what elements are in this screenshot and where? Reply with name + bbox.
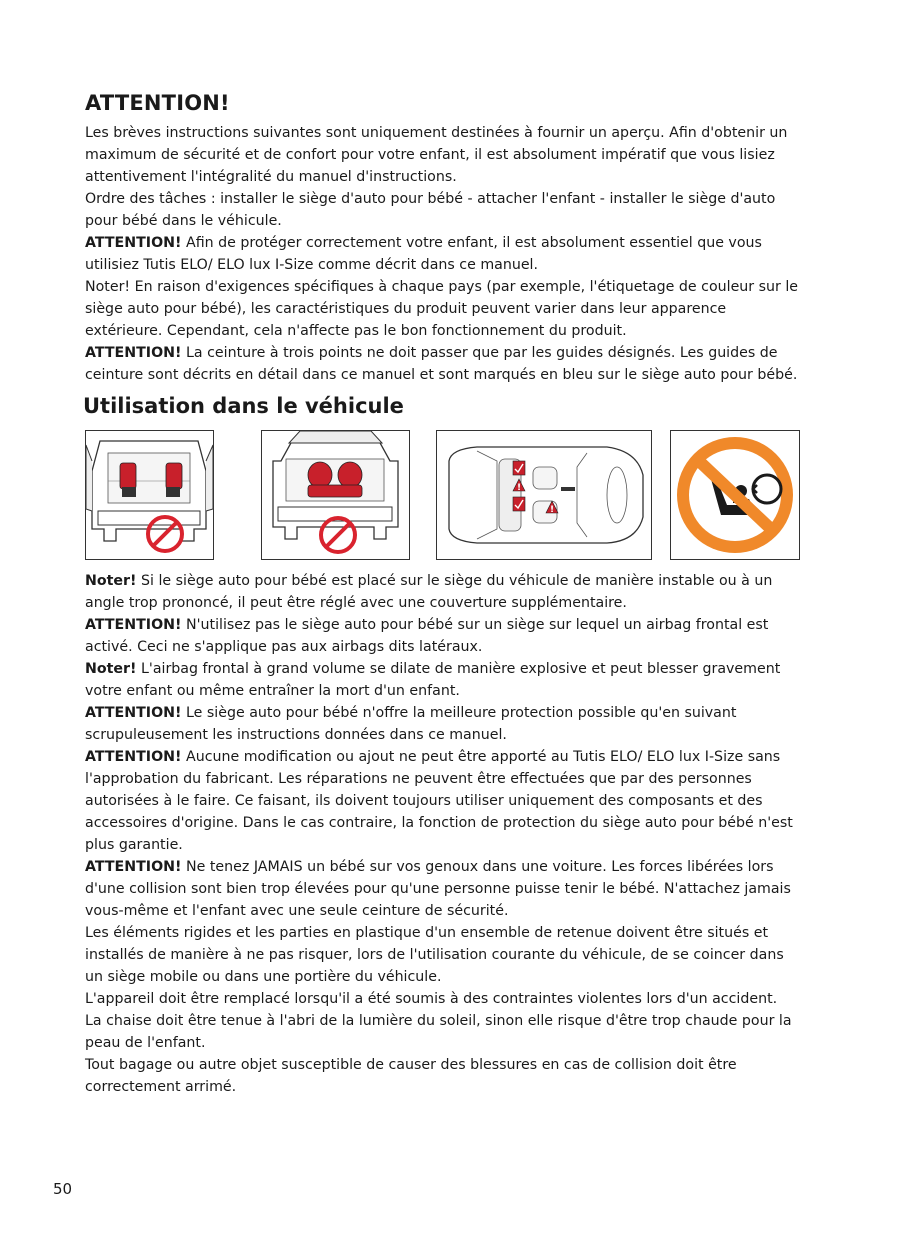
body-paragraph: La chaise doit être tenue à l'abri de la lumière du soleil, sinon elle risque d'être trop chaude pour la peau de l'enfant.: [85, 1013, 792, 1051]
body-paragraph: Noter! Si le siège auto pour bébé est placé sur le siège du véhicule de manière instable ou à un angle trop prononcé, il peut être réglé avec une couverture supplémentaire.: [85, 573, 773, 611]
body-paragraph: Les éléments rigides et les parties en plastique d'un ensemble de retenue doivent être situés et installés de manière à ne pas risquer, lors de l'utilisation courante du véhicule, de se coincer dans un siège mobile ou dans une portière du véhicule.: [85, 925, 784, 985]
car-topview-seat-positions-icon: [436, 430, 652, 560]
page-number: 50: [53, 1180, 73, 1198]
svg-text:!: !: [549, 505, 555, 515]
body-section: [85, 570, 801, 1098]
suv-rear-seat-prohibited-icon: [261, 430, 410, 560]
body-paragraph: Tout bagage ou autre objet susceptible de causer des blessures en cas de collision doit être correctement arrimé.: [85, 1057, 737, 1095]
intro-section: [85, 122, 801, 386]
page-content: [85, 90, 801, 1098]
intro-paragraph: Les brèves instructions suivantes sont uniquement destinées à fournir un aperçu. Afin d'obtenir un maximum de sécurité et de confort pour votre enfant, il est absolument impératif que vous lisiez attentivement l'intégralité du manuel d'instructions.: [85, 125, 788, 185]
body-paragraph: ATTENTION! Aucune modification ou ajout ne peut être apporté au Tutis ELO/ ELO lux I-Size sans l'approbation du fabricant. Les réparations ne peuvent être effectuées que par des personnes autorisées à le faire. Ce faisant, ils doivent toujours utiliser uniquement des composants et des accessoires d'origine. Dans le cas contraire, la fonction de protection du siège auto pour bébé n'est plus garantie.: [85, 749, 793, 853]
intro-paragraph: ATTENTION! Afin de protéger correctement votre enfant, il est absolument essentiel que vous utilisiez Tutis ELO/ ELO lux I-Size comme décrit dans ce manuel.: [85, 235, 762, 273]
heading-vehicle-use: Utilisation dans le véhicule: [83, 394, 404, 418]
svg-text:!: !: [516, 483, 522, 493]
intro-paragraph: ATTENTION! La ceinture à trois points ne doit passer que par les guides désignés. Les guides de ceinture sont décrits en détail dans ce manuel et sont marqués en bleu sur le siège auto pour bébé.: [85, 345, 798, 383]
intro-paragraph: Ordre des tâches : installer le siège d'auto pour bébé - attacher l'enfant - installer le siège d'auto pour bébé dans le véhicule.: [85, 191, 776, 229]
van-rear-seat-prohibited-icon: [85, 430, 214, 560]
figure-row: [85, 430, 801, 562]
no-airbag-icon: [670, 430, 800, 560]
body-paragraph: ATTENTION! Ne tenez JAMAIS un bébé sur vos genoux dans une voiture. Les forces libérées lors d'une collision sont bien trop élevées pour qu'une personne puisse tenir le bébé. N'attachez jamais vous-même et l'enfant avec une seule ceinture de sécurité.: [85, 859, 791, 919]
intro-paragraph: Noter! En raison d'exigences spécifiques à chaque pays (par exemple, l'étiquetage de couleur sur le siège auto pour bébé), les caractéristiques du produit peuvent varier dans leur apparence extérieure. Cependant, cela n'affecte pas le bon fonctionnement du produit.: [85, 279, 799, 339]
body-paragraph: ATTENTION! N'utilisez pas le siège auto pour bébé sur un siège sur lequel un airbag frontal est activé. Ceci ne s'applique pas aux airbags dits latéraux.: [85, 617, 769, 655]
body-paragraph: ATTENTION! Le siège auto pour bébé n'offre la meilleure protection possible qu'en suivant scrupuleusement les instructions données dans ce manuel.: [85, 705, 737, 743]
body-paragraph: Noter! L'airbag frontal à grand volume se dilate de manière explosive et peut blesser gravement votre enfant ou même entraîner la mort d'un enfant.: [85, 661, 781, 699]
body-paragraph: L'appareil doit être remplacé lorsqu'il a été soumis à des contraintes violentes lors d'un accident.: [85, 991, 778, 1007]
heading-attention: ATTENTION!: [85, 91, 230, 115]
